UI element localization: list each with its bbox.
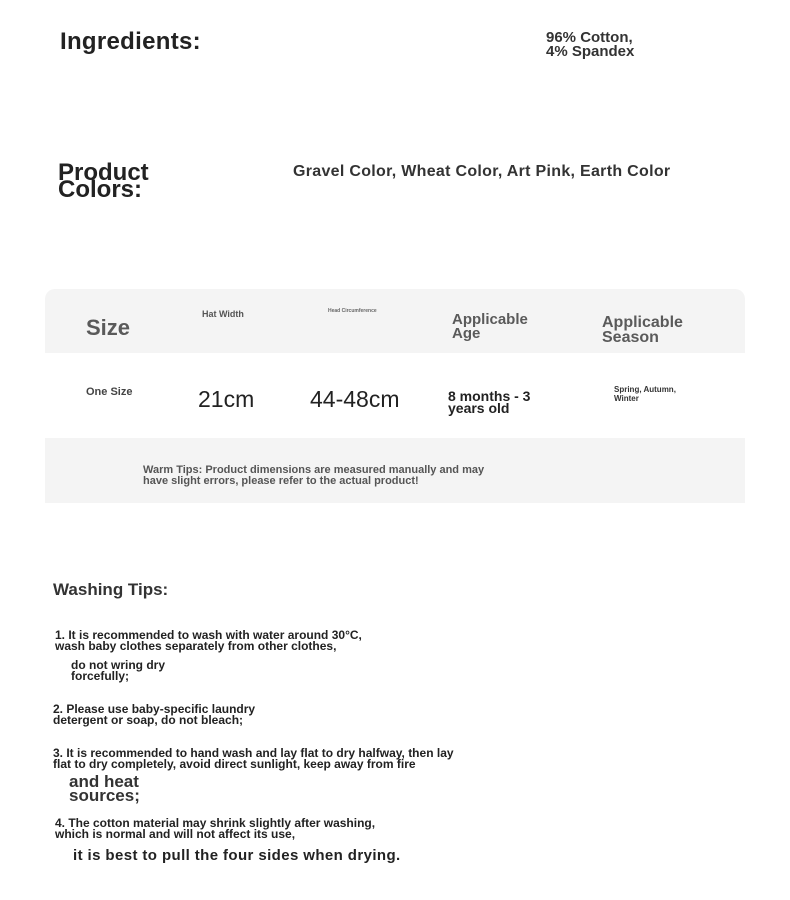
header-applicable-age: Applicable Age [452,311,528,342]
header-size: Size [86,315,131,340]
value-head-circumference: 44-48cm [310,386,400,412]
value-applicable-age: 8 months - 3 years old [448,388,531,416]
warm-tips-text: Warm Tips: Product dimensions are measured manually and may have slight errors, please refer to the actual product! [143,464,485,487]
size-table-header-row [45,289,745,353]
washing-tips-title: Washing Tips: [53,580,169,599]
header-head-circumference: Head Circumference [328,308,377,314]
product-colors-label: Product Colors: [58,159,149,203]
washing-tip-2: 2. Please use baby-specific laundry detergent or soap, do not bleach; [53,702,256,727]
washing-tip-3: 3. It is recommended to hand wash and lay flat to dry halfway, then lay flat to dry completely, avoid direct sunlight, keep away from fire [53,746,454,771]
header-applicable-season: Applicable Season [602,314,683,346]
size-table [45,289,745,503]
washing-tip-3-continued: and heat sources; [69,772,140,805]
header-hat-width: Hat Width [202,309,244,319]
washing-tip-1-continued: do not wring dry forcefully; [71,658,165,683]
value-hat-width: 21cm [198,386,255,412]
table-row [45,353,745,438]
value-size: One Size [86,386,133,398]
ingredients-value: 96% Cotton, 4% Spandex [546,29,635,60]
ingredients-label: Ingredients: [60,28,201,55]
washing-tip-1: 1. It is recommended to wash with water around 30°C, wash baby clothes separately from other clothes, [55,628,362,653]
washing-tip-4: 4. The cotton material may shrink slightly after washing, which is normal and will not affect its use, [55,816,376,841]
value-applicable-season: Spring, Autumn, Winter [614,385,676,403]
warm-tips-banner [45,438,745,503]
product-colors-value: Gravel Color, Wheat Color, Art Pink, Earth Color [293,163,671,180]
washing-tip-4-continued: it is best to pull the four sides when drying. [73,847,401,864]
